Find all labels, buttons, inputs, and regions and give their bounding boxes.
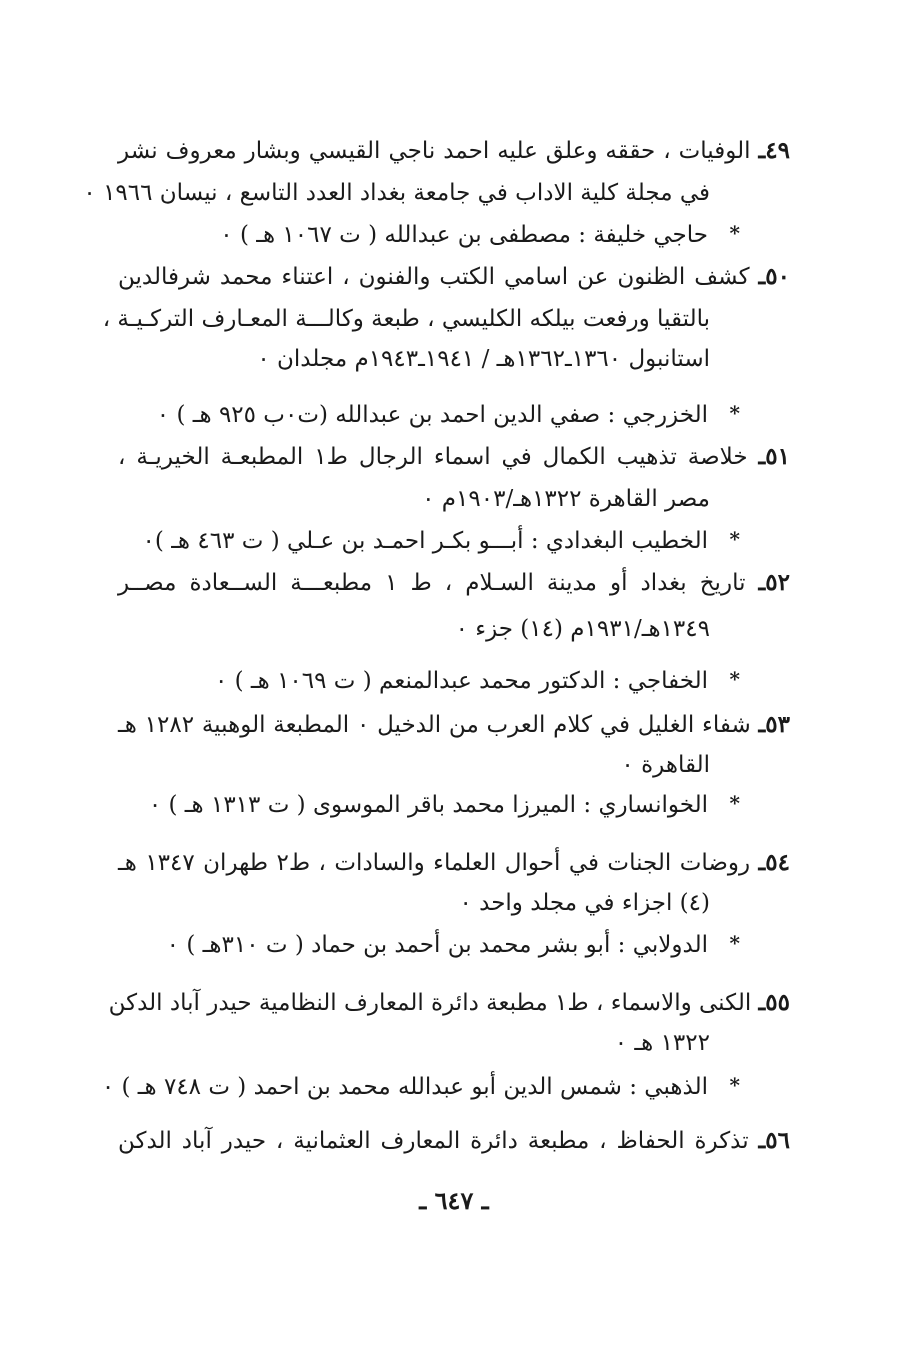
entry-51-line-1 <box>118 440 790 474</box>
author-line-khatib-baghdadi <box>118 524 708 558</box>
entry-53-line-2 <box>118 748 710 782</box>
author-text: الخفاجي : الدكتور محمد عبدالمنعم ( ت ١٠٦٩ هـ ) ٠ <box>214 668 708 694</box>
author-text: الخطيب البغدادي : أبـــو بكـر احمـد بن عـلي ( ت ٤٦٣ هـ )٠ <box>142 528 708 554</box>
entry-number: ٥٣ـ <box>758 711 791 738</box>
author-text: الخوانساري : الميرزا محمد باقر الموسوى ( ت ١٣١٣ هـ ) ٠ <box>148 792 708 818</box>
author-line-dulabi <box>118 928 708 962</box>
entry-text: مصر القاهرة ١٣٢٢هـ/١٩٠٣م ٠ <box>422 486 710 512</box>
entry-text: تاريخ بغداد أو مدينة السـلام ، ط ١ مطبعـــة الســعادة مصــر <box>118 570 746 596</box>
entry-number: ٥٦ـ <box>758 1127 791 1154</box>
entry-54-line-1 <box>118 846 790 880</box>
entry-51-line-2 <box>118 482 710 516</box>
author-star-icon: * <box>729 527 740 551</box>
entry-52-line-2 <box>118 612 710 646</box>
entry-53-line-1 <box>118 708 790 742</box>
author-line-dhahabi <box>101 1070 708 1104</box>
entry-text: بالتقيا ورفعت بيلكه الكليسي ، طبعة وكالـــة المعـارف التركـيـة ، <box>102 306 710 332</box>
entry-number: ٤٩ـ <box>758 137 790 164</box>
entry-text: كشف الظنون عن اسامي الكتب والفنون ، اعتناء محمد شرفالدين <box>118 264 750 290</box>
entry-50-line-2 <box>102 302 710 336</box>
entry-text: ١٣٤٩هـ/١٩٣١م (١٤) جزء ٠ <box>455 616 710 642</box>
entry-text: (٤) اجزاء في مجلد واحد ٠ <box>459 890 710 916</box>
entry-number: ٥١ـ <box>758 443 791 470</box>
entry-50-line-3 <box>118 342 710 376</box>
page-number: ـ ٦٤٧ ـ <box>419 1186 489 1215</box>
author-star-icon: * <box>729 931 740 955</box>
author-line-khafaji <box>118 664 708 698</box>
entry-text: خلاصة تذهيب الكمال في اسماء الرجال ط١ المطبعـة الخيريـة ، <box>118 444 748 470</box>
entry-49-line-1 <box>118 134 790 168</box>
entry-52-line-1 <box>118 566 790 600</box>
entry-54-line-2 <box>118 886 710 920</box>
author-text: الخزرجي : صفي الدين احمد بن عبدالله (ت٠ب ٩٢٥ هـ ) ٠ <box>156 402 708 428</box>
entry-text: في مجلة كلية الاداب في جامعة بغداد العدد التاسع ، نيسان ١٩٦٦ ٠ <box>83 180 710 206</box>
entry-number: ٥٥ـ <box>758 989 790 1016</box>
author-line-khazraji <box>118 398 708 432</box>
entry-number: ٥٢ـ <box>758 569 790 596</box>
author-text: الدولابي : أبو بشر محمد بن أحمد بن حماد ( ت ٣١٠هـ ) ٠ <box>166 932 708 958</box>
entry-text: الكنى والاسماء ، ط١ مطبعة دائرة المعارف النظامية حيدر آباد الدكن <box>108 990 752 1016</box>
entry-text: روضات الجنات في أحوال العلماء والسادات ، ط٢ طهران ١٣٤٧ هـ <box>118 850 751 876</box>
author-star-icon: * <box>729 791 740 815</box>
entry-text: استانبول ١٣٦٠ـ١٣٦٢هـ / ١٩٤١ـ١٩٤٣م مجلدان ٠ <box>257 346 710 372</box>
entry-text: شفاء الغليل في كلام العرب من الدخيل ٠ المطبعة الوهبية ١٢٨٢ هـ <box>118 712 751 738</box>
author-star-icon: * <box>729 1073 740 1097</box>
entry-text: الوفيات ، حققه وعلق عليه احمد ناجي القيسي وبشار معروف نشر <box>118 138 751 164</box>
entry-number: ٥٤ـ <box>758 849 791 876</box>
entry-55-line-2 <box>118 1026 710 1060</box>
author-star-icon: * <box>729 667 740 691</box>
author-star-icon: * <box>729 221 740 245</box>
entry-55-line-1 <box>108 986 790 1020</box>
author-text: حاجي خليفة : مصطفى بن عبدالله ( ت ١٠٦٧ هـ ) ٠ <box>220 222 708 248</box>
entry-text: ١٣٢٢ هـ ٠ <box>614 1030 710 1056</box>
entry-49-line-2 <box>83 176 710 210</box>
author-star-icon: * <box>729 401 740 425</box>
author-line-haji-khalifa <box>118 218 708 252</box>
entry-56-line-1 <box>118 1124 790 1158</box>
entry-number: ٥٠ـ <box>758 263 790 290</box>
entry-text: تذكرة الحفاظ ، مطبعة دائرة المعارف العثمانية ، حيدر آباد الدكن <box>118 1128 749 1154</box>
author-line-khawansari <box>118 788 708 822</box>
entry-50-line-1 <box>118 260 790 294</box>
entry-text: القاهرة ٠ <box>621 752 710 778</box>
author-text: الذهبي : شمس الدين أبو عبدالله محمد بن احمد ( ت ٧٤٨ هـ ) ٠ <box>101 1074 708 1100</box>
